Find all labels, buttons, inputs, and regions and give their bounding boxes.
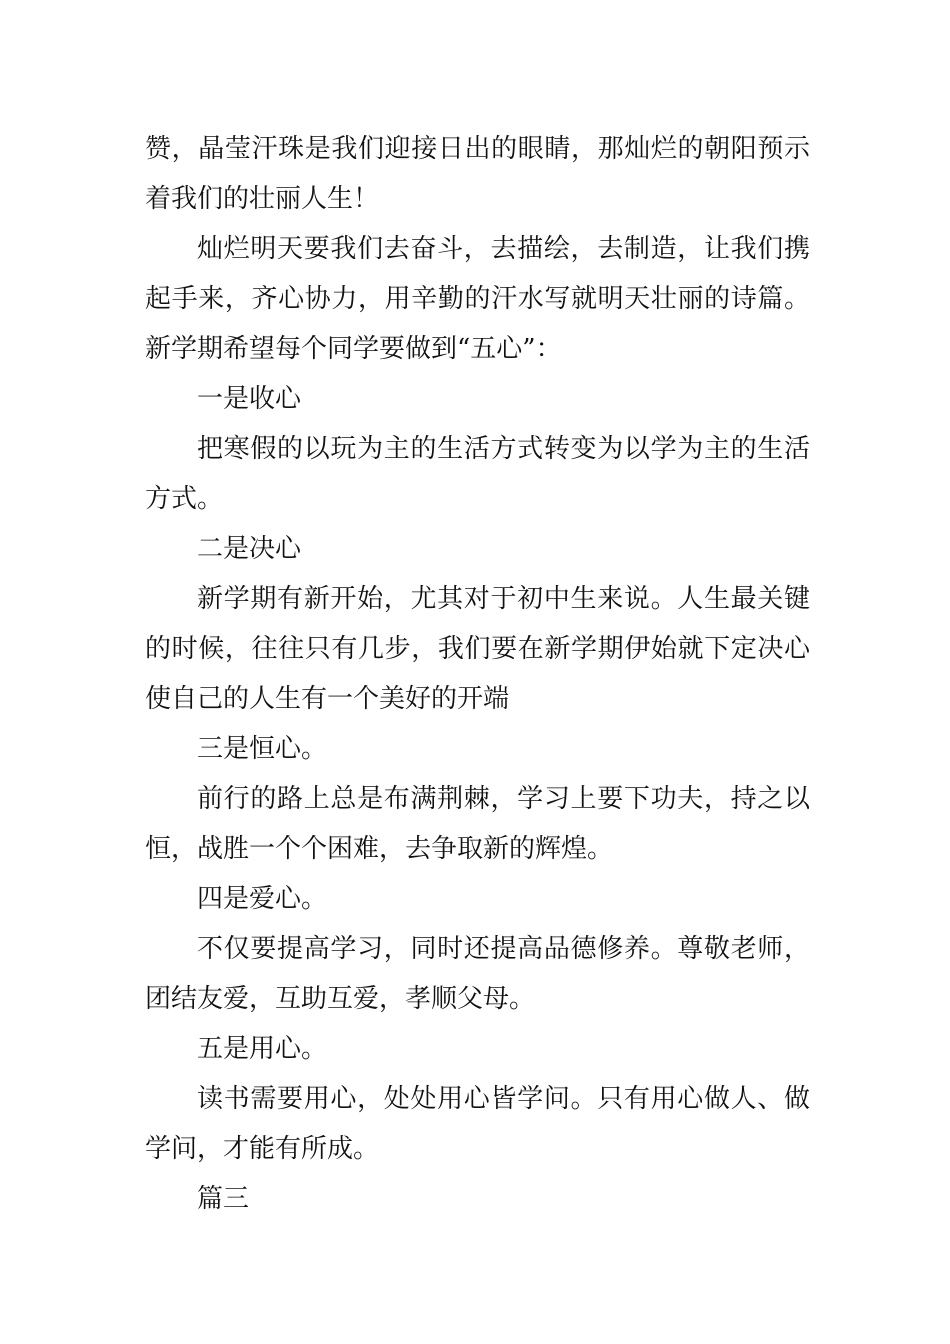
paragraph-intro: 灿烂明天要我们去奋斗，去描绘，去制造，让我们携起手来，齐心协力，用辛勤的汗水写就明天壮丽的诗篇。新学期希望每个同学要做到“五心”： [145,234,810,364]
paragraph-second-heart: 新学期有新开始，尤其对于初中生来说。人生最关键的时候，往往只有几步，我们要在新学期伊始就下定决心使自己的人生有一个美好的开端 [145,584,810,714]
paragraph-continuation: 赞，晶莹汗珠是我们迎接日出的眼睛，那灿烂的朝阳预示着我们的壮丽人生！ [145,134,810,214]
paragraph-third-heart: 前行的路上总是布满荆棘，学习上要下功夫，持之以恒，战胜一个个困难，去争取新的辉煌。 [145,784,810,864]
paragraph-first-heart: 把寒假的以玩为主的生活方式转变为以学为主的生活方式。 [145,434,810,514]
heading-second-heart: 二是决心 [197,534,302,564]
heading-fifth-heart: 五是用心。 [197,1034,328,1064]
paragraph-fourth-heart: 不仅要提高学习，同时还提高品德修养。尊敬老师，团结友爱，互助互爱，孝顺父母。 [145,934,810,1014]
heading-fourth-heart: 四是爱心。 [197,884,328,914]
heading-third-heart: 三是恒心。 [197,734,328,764]
body-text [145,124,810,1224]
paragraph-fifth-heart: 读书需要用心，处处用心皆学问。只有用心做人、做学问，才能有所成。 [145,1084,810,1164]
heading-first-heart: 一是收心 [197,384,302,414]
section-heading: 篇三 [197,1184,250,1214]
